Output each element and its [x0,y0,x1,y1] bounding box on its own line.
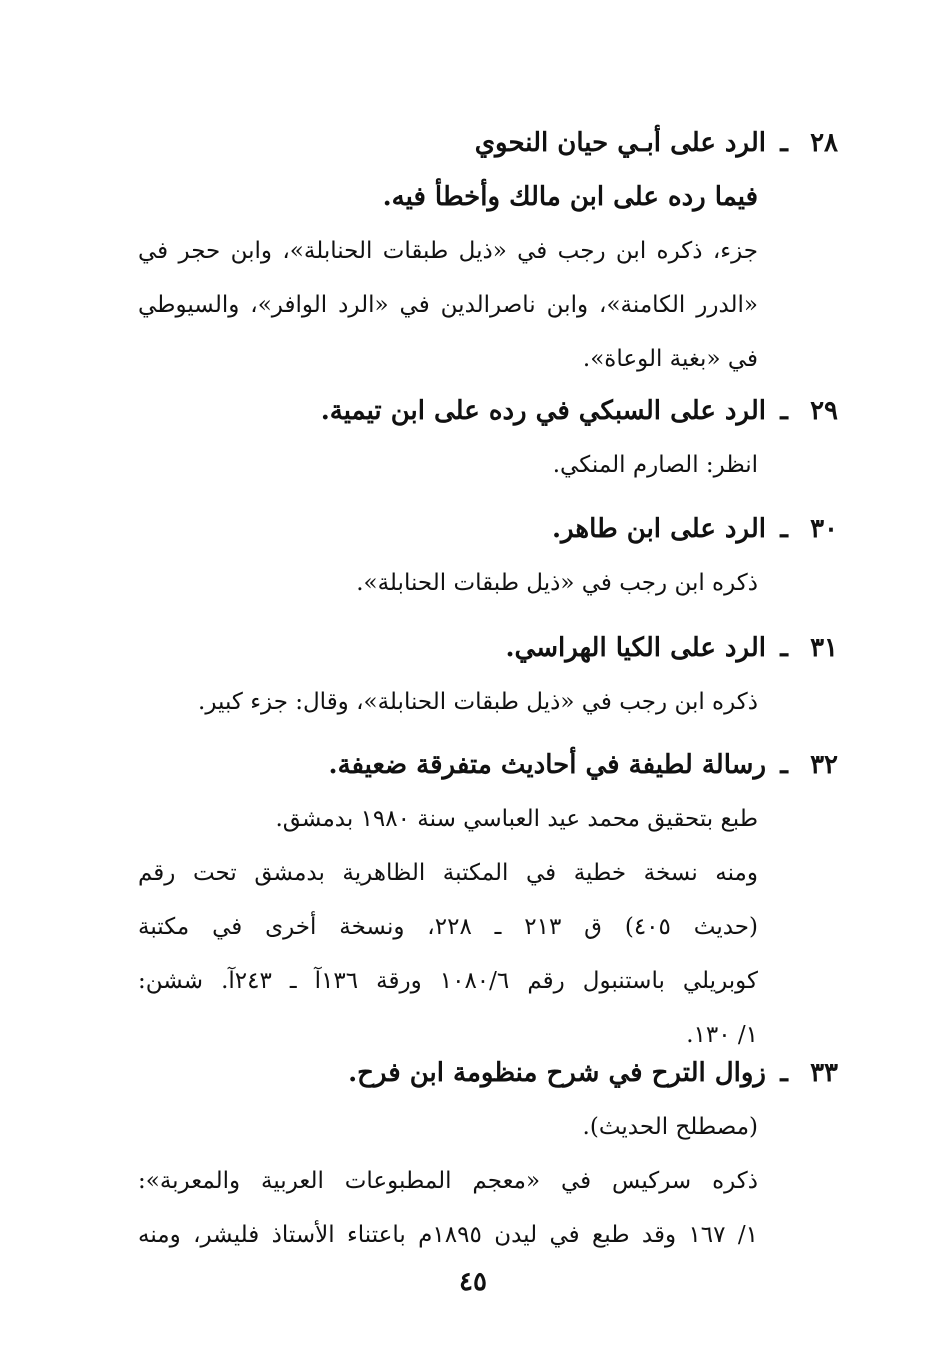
entry-title: الرد على أبـي حيان النحوي [474,128,766,158]
entry-28 [138,116,838,386]
entry-body [138,675,758,729]
entry-dash: ـ [780,514,788,544]
entry-body [138,170,758,386]
body-line: ١/ ١٦٧ وقد طبع في ليدن ١٨٩٥م باعتناء الأستاذ فليشر، ومنه [138,1222,758,1248]
entry-number: ٢٩ [810,396,838,426]
body-line: ذكره سركيس في «معجم المطبوعات العربية والمعربة»: [138,1168,758,1194]
entry-33 [138,1046,838,1262]
entry-title: الرد على السبكي في رده على ابن تيمية. [320,396,766,426]
body-line: «الدرر الكامنة»، وابن ناصرالدين في «الرد الوافر»، والسيوطي [138,292,758,318]
page-number: ٤٥ [459,1267,487,1297]
body-line: ومنه نسخة خطية في المكتبة الظاهرية بدمشق تحت رقم [138,860,758,886]
entry-number: ٣٠ [810,514,838,544]
entry-number: ٣٢ [810,750,838,780]
entry-title: رسالة لطيفة في أحاديث متفرقة ضعيفة. [328,750,766,780]
entry-body [138,792,758,1062]
entry-title: الرد على الكيا الهراسي. [505,633,766,663]
entry-subtitle: فيما رده على ابن مالك وأخطأ فيه. [382,182,758,212]
entry-heading [138,1046,838,1100]
entry-31 [138,621,838,729]
entry-number: ٣٣ [810,1058,838,1088]
entry-dash: ـ [780,1058,788,1088]
entry-dash: ـ [780,128,788,158]
entry-body [138,1100,758,1262]
entry-dash: ـ [780,633,788,663]
entry-title: الرد على ابن طاهر. [552,514,766,544]
entry-body [138,438,758,492]
body-line: كوبريلي باستنبول رقم ١٠٨٠/٦ ورقة ١٣٦آ ـ ٢٤٣آ. ششن: [138,968,759,994]
body-line: جزء، ذكره ابن رجب في «ذيل طبقات الحنابلة»، وابن حجر في [138,238,758,264]
entry-body [138,556,758,610]
body-line: في «بغية الوعاة». [582,346,758,372]
body-line: (حديث ٤٠٥) ق ٢١٣ ـ ٢٢٨، ونسخة أخرى في مكتبة [138,914,758,940]
entry-30 [138,502,838,610]
body-line: طبع بتحقيق محمد عيد العباسي سنة ١٩٨٠ بدمشق. [275,806,758,832]
entry-heading [138,621,838,675]
entry-heading [138,738,838,792]
entry-dash: ـ [780,396,788,426]
entry-29 [138,384,838,492]
body-line: (مصطلح الحديث). [582,1114,758,1140]
body-line: ذكره ابن رجب في «ذيل طبقات الحنابلة». [356,570,758,596]
entry-heading [138,384,838,438]
entry-32 [138,738,838,1062]
body-line: انظر: الصارم المنكي. [552,452,758,478]
entry-dash: ـ [780,750,788,780]
body-line: ذكره ابن رجب في «ذيل طبقات الحنابلة»، وقال: جزء كبير. [198,689,758,715]
entry-number: ٢٨ [810,128,838,158]
entry-heading [138,116,838,170]
entry-number: ٣١ [810,633,838,663]
entry-title: زوال الترح في شرح منظومة ابن فرح. [348,1058,766,1088]
entry-heading [138,502,838,556]
body-line: ١/ ١٣٠. [686,1022,758,1048]
